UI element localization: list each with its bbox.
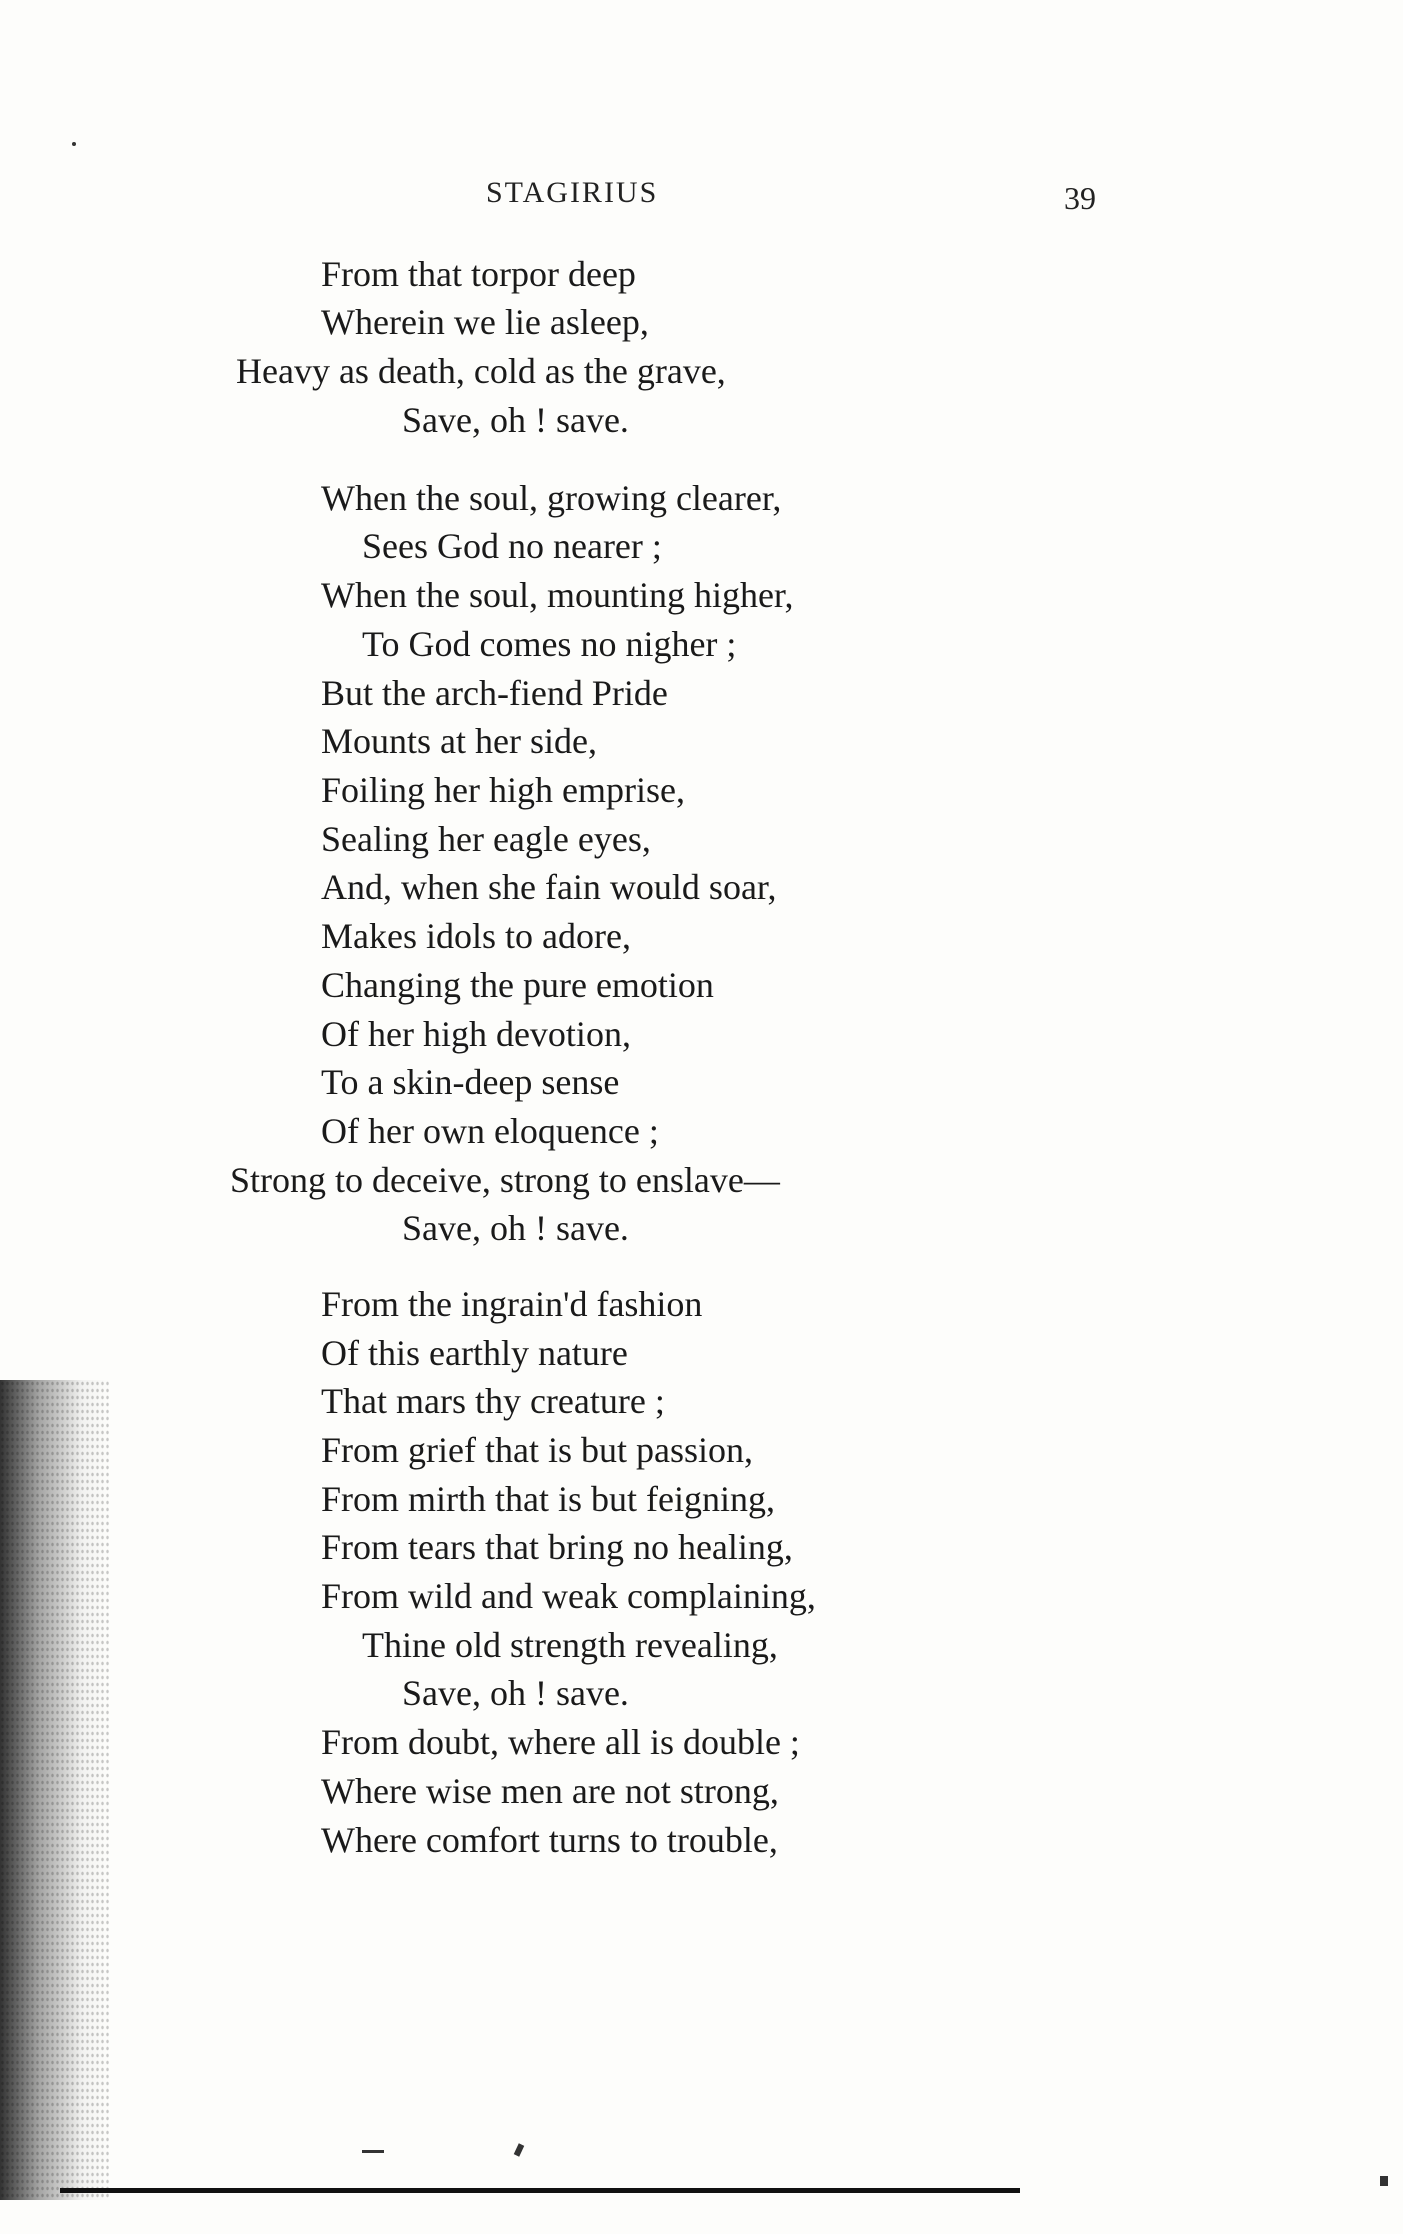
poem-refrain: Save, oh ! save. [402,400,629,440]
poem-line: Where wise men are not strong, [321,1771,779,1811]
poem-line: Wherein we lie asleep, [321,302,649,342]
poem-line: Where comfort turns to trouble, [321,1820,778,1860]
poem-line: When the soul, mounting higher, [321,575,794,615]
poem-line: Of her own eloquence ; [321,1111,659,1151]
poem-line: From the ingrain'd fashion [321,1284,703,1324]
stray-ink-mark [1380,2176,1388,2186]
poem-line: And, when she fain would soar, [321,867,777,907]
poem-line: Sealing her eagle eyes, [321,819,651,859]
poem-line: Of this earthly nature [321,1333,628,1373]
poem-line: Of her high devotion, [321,1014,631,1054]
poem-line: Strong to deceive, strong to enslave— [230,1160,780,1200]
poem-line: From mirth that is but feigning, [321,1479,775,1519]
page-number: 39 [1064,180,1096,216]
poem-line: Makes idols to adore, [321,916,631,956]
poem-line: Thine old strength revealing, [362,1625,778,1665]
stray-ink-mark [514,2143,525,2156]
poem-refrain: Save, oh ! save. [402,1673,629,1713]
poem-line: From wild and weak complaining, [321,1576,816,1616]
poem-line: From that torpor deep [321,254,636,294]
stray-ink-mark [72,142,76,146]
page-edge-texture [0,1380,110,2200]
poem-line: From tears that bring no healing, [321,1527,793,1567]
poem-line: Sees God no nearer ; [362,526,662,566]
poem-line: Heavy as death, cold as the grave, [236,351,726,391]
poem-line: To God comes no nigher ; [362,624,737,664]
poem-line: From doubt, where all is double ; [321,1722,800,1762]
poem-line: Changing the pure emotion [321,965,714,1005]
poem-line: Mounts at her side, [321,721,597,761]
stray-ink-mark [362,2150,384,2153]
poem-refrain: Save, oh ! save. [402,1208,629,1248]
poem-line: But the arch-fiend Pride [321,673,668,713]
poem-line: To a skin-deep sense [321,1062,620,1102]
poem-line: Foiling her high emprise, [321,770,685,810]
poem-line: That mars thy creature ; [321,1381,665,1421]
bottom-page-edge-line [60,2188,1020,2193]
poem-line: When the soul, growing clearer, [321,478,782,518]
poem-line: From grief that is but passion, [321,1430,753,1470]
running-title: STAGIRIUS [486,176,659,209]
